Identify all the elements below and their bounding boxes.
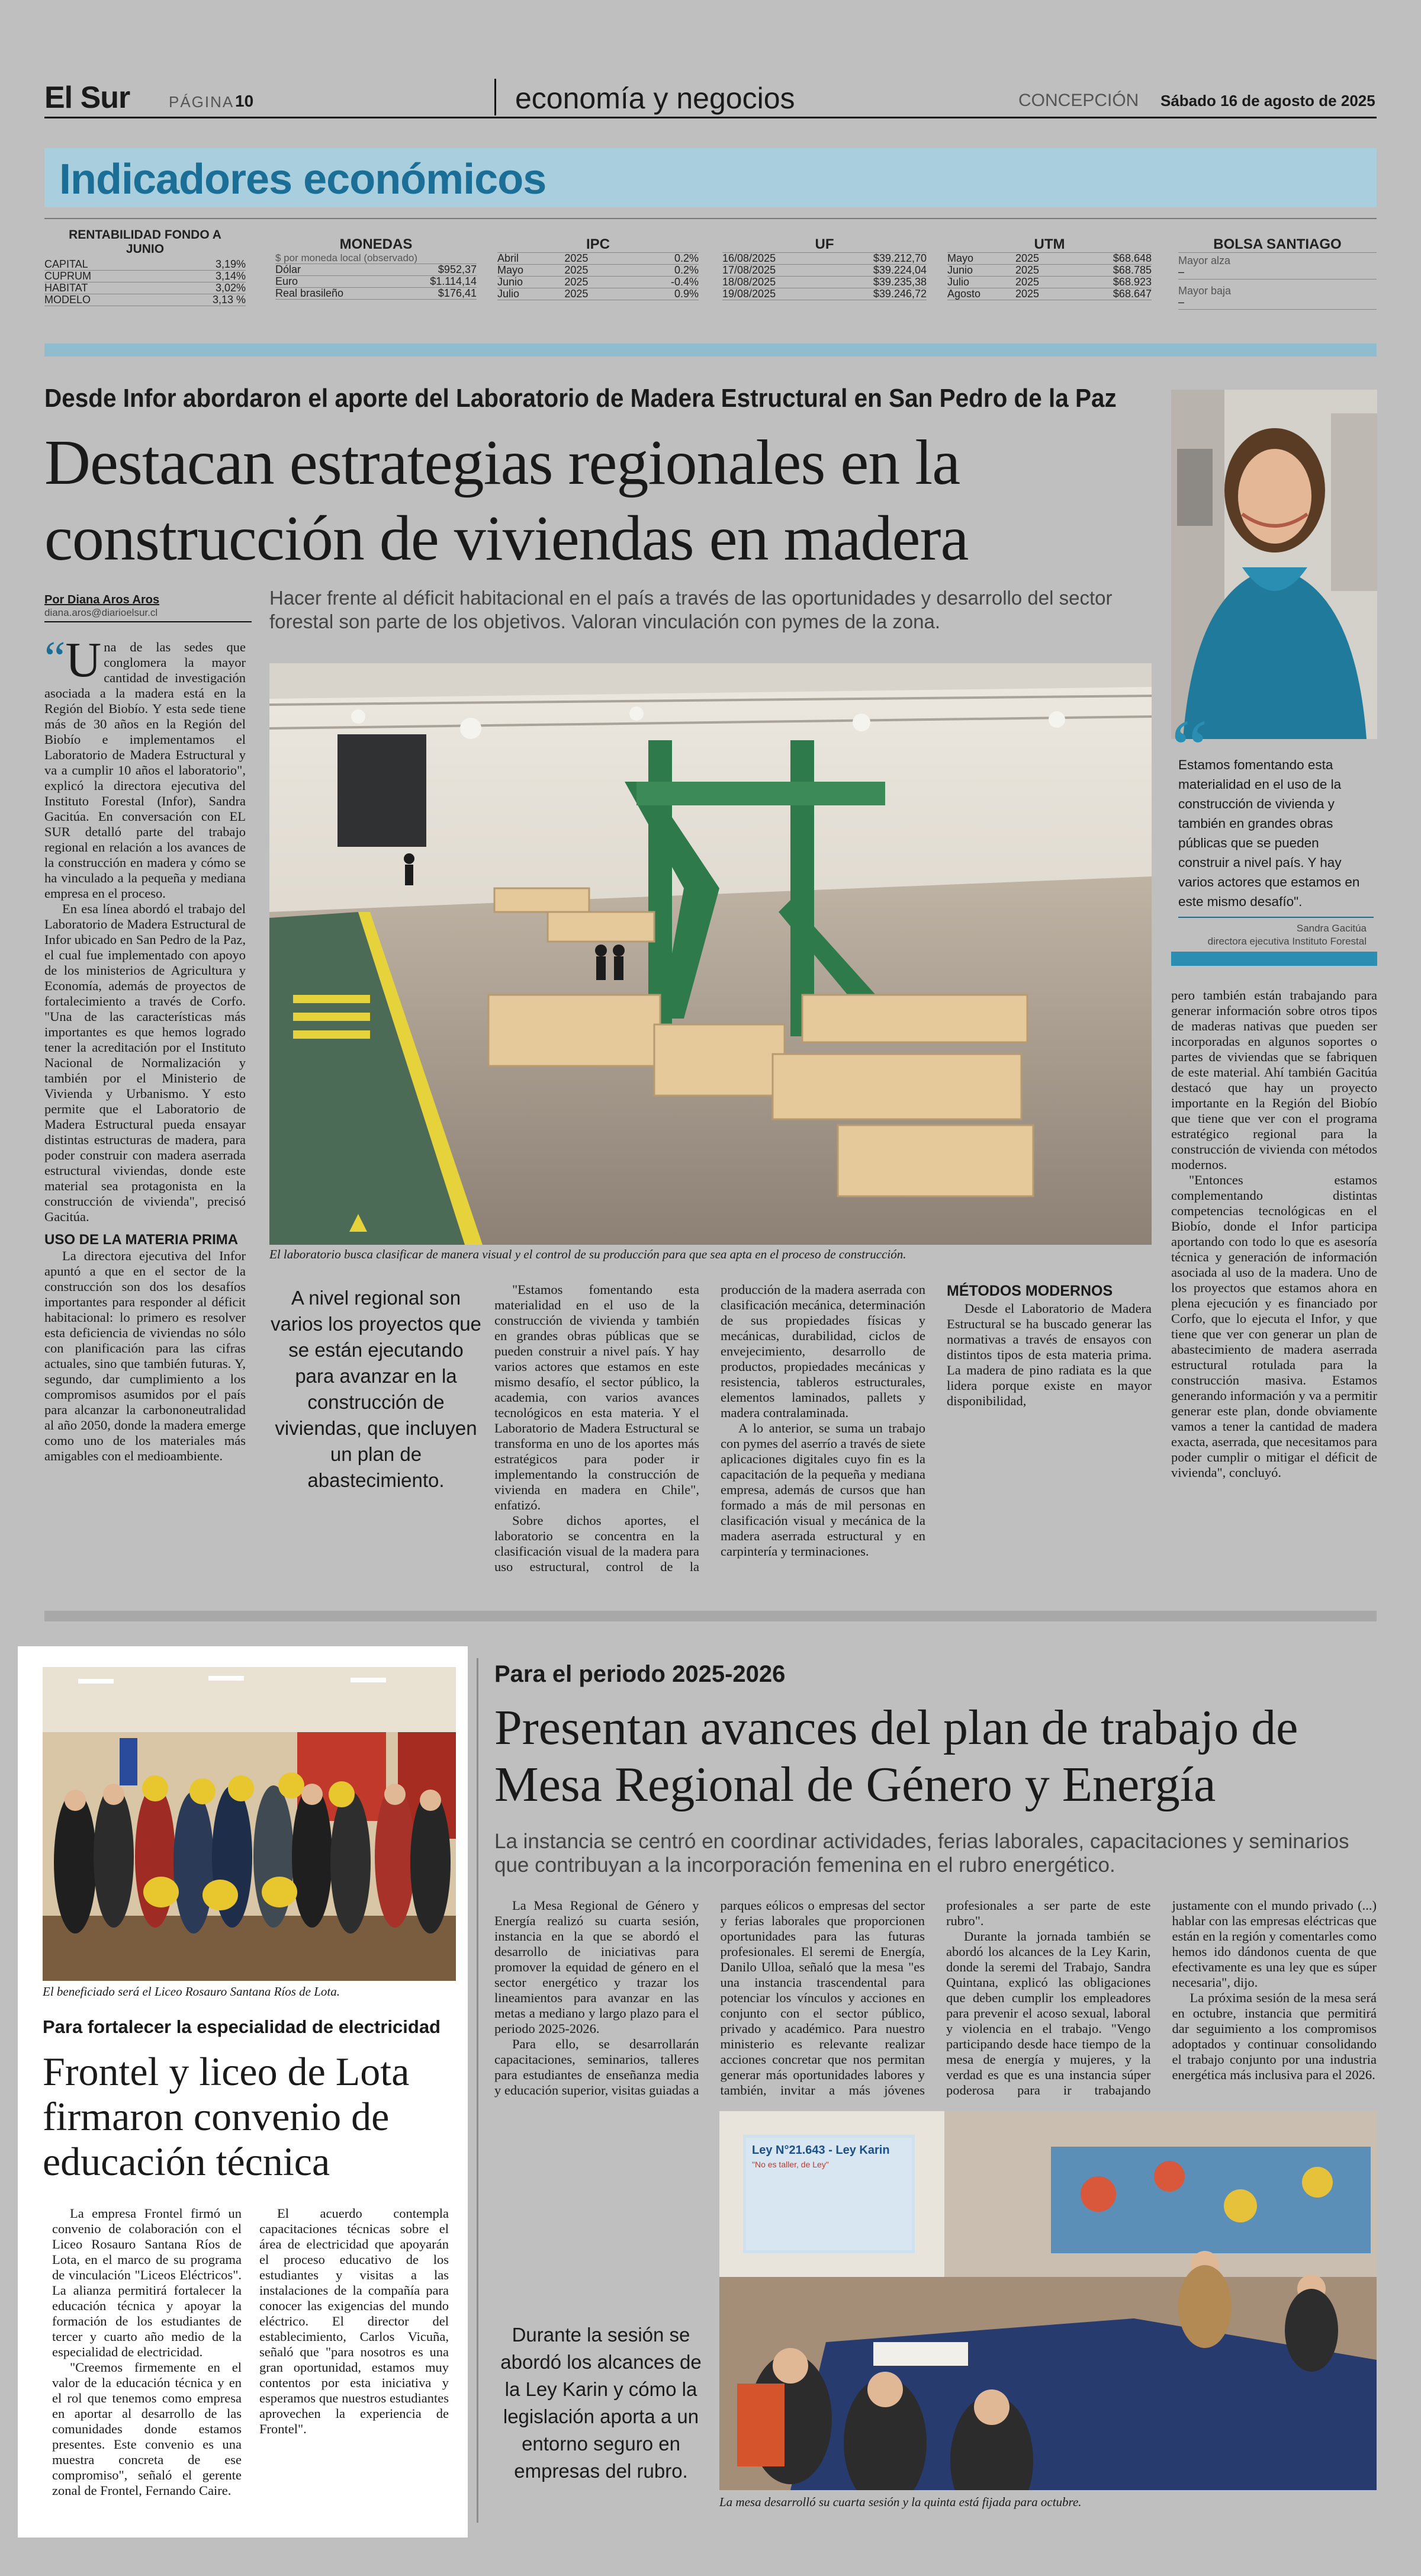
paragraph: "Creemos firmemente en el valor de la educación técnica y en el rol que tenemos como empresa en aportar al desarrollo de las comunidades donde estamos presentes. Este convenio es una muestra concreta de ese compromiso", señaló el gerente zonal de Frontel, Fernando Caire.: [52, 2360, 242, 2498]
article3-headline: Presentan avances del plan de trabajo de Mesa Regional de Género y Energía: [494, 1700, 1298, 1812]
table-row: [722, 265, 927, 277]
ipc-value: 0.2%: [674, 264, 699, 276]
uf-title: UF: [722, 237, 927, 253]
fund-value: 3,19%: [215, 258, 246, 270]
uf-value: $39.224,04: [873, 264, 927, 276]
utm-month: Agosto: [947, 288, 981, 300]
monedas-title: MONEDAS: [339, 236, 413, 252]
author-email: diana.aros@diarioelsur.cl: [44, 607, 158, 618]
fondo-table: [44, 228, 246, 306]
bolsa-baja-value: –: [1178, 297, 1377, 310]
fund-value: 3,13 %: [212, 294, 246, 306]
paragraph: A lo anterior, se suma un trabajo con pymes del aserrío a través de siete aplicaciones digitales cuyo fin es la capacitación de la pequeña y mediana empresa, además de cursos que han formado a más de mil personas en clasificación visual y mecánica de la madera aserrada estructural y en carpintería y terminaciones.: [721, 1421, 925, 1559]
ipc-table: [497, 237, 699, 300]
portrait-photo: [1171, 390, 1377, 739]
frontel-caption: El beneficiado será el Liceo Rosauro Santana Ríos de Lota.: [43, 1984, 340, 1999]
currency-name: Euro: [275, 275, 298, 287]
article3-dek: La instancia se centró en coordinar actividades, ferias laborales, capacitaciones y seminarios que contribuyan a la incorporación femenina en el rubro energético.: [494, 1830, 1349, 1877]
utm-year: 2025: [1015, 288, 1040, 300]
article1-col1: [44, 632, 246, 1464]
article1-headline: Destacan estrategias regionales en la construcción de viviendas en madera: [44, 428, 969, 574]
slide-subtitle: "No es taller, de Ley": [752, 2160, 829, 2169]
article1-col6: [1171, 988, 1377, 1480]
indicators-title: Indicadores económicos: [59, 156, 546, 203]
page-number: 10: [235, 92, 254, 110]
table-row: [275, 276, 477, 288]
ipc-year: 2025: [564, 276, 589, 288]
article1-lead: [44, 632, 246, 901]
ipc-month: Abril: [497, 252, 519, 264]
article1-dek: Hacer frente al déficit habitacional en el país a través de las oportunidades y desarrollo del sector forestal son parte de los objetivos. Valoran vinculación con pymes de la zona.: [269, 587, 1113, 632]
indicators-bottom-band: [44, 343, 1377, 356]
currency-value: $1.114,14: [430, 275, 477, 287]
paper-name: El Sur: [44, 81, 130, 115]
article1-pullquote: A nivel regional son varios los proyectos que se están ejecutando para avanzar en la construcción de viviendas, que incluyen un plan de abastecimiento.: [271, 1287, 481, 1491]
utm-value: $68.647: [1113, 288, 1152, 300]
table-row: [947, 288, 1152, 300]
ipc-month: Junio: [497, 276, 523, 288]
utm-month: Julio: [947, 276, 970, 288]
paragraph: "Estamos fomentando esta materialidad en el uso de la construcción de vivienda y también en grandes obras públicas que se pueden construir a nivel país. Y hay varios actores que estamos en este mismo desafío, el sector público, la academia, con varios avances tecnológicos en esta materia. Y el Laboratorio de Madera Estructural se transforma en uno de los aportes más estratégicos para poder ir implementando la construcción de vivienda en madera en Chile", enfatizó.: [494, 1282, 699, 1512]
utm-title: UTM: [947, 237, 1152, 253]
uf-value: $39.212,70: [873, 252, 927, 264]
bolsa-alza-value: –: [1178, 266, 1377, 280]
table-row: [722, 277, 927, 288]
utm-table: [947, 237, 1152, 300]
lab-photo: [269, 663, 1152, 1245]
table-row: [722, 288, 927, 300]
table-row: [497, 253, 699, 265]
paragraph: En esa línea abordó el trabajo del Laboratorio de Madera Estructural de Infor ubicado en San Pedro de la Paz, el cual fue implementado con apoyo de los ministerios de Agricultura y Economía, además de proyectos de fortalecimiento a través de Corfo. "Una de las características más importantes es que hemos logrado tener la acreditación por el Instituto Nacional de Normalización y también por el Ministerio de Vivienda y Urbanismo. Y esto permite que el Laboratorio de Madera Estructural pueda ensayar distintas estructuras de madera, para poder construir con madera aserrada estructural viviendas, donde este material sea protagonista en la construcción de vivienda", precisó Gacitúa.: [44, 901, 246, 1224]
fund-value: 3,02%: [215, 282, 246, 294]
article3-body: [494, 1898, 1377, 2111]
side-quote-box: [1171, 703, 1377, 974]
monedas-subtitle: $ por moneda local (observado): [275, 252, 477, 264]
fund-value: 3,14%: [215, 270, 246, 282]
article3-kicker: Para el periodo 2025-2026: [494, 1661, 786, 1687]
utm-year: 2025: [1015, 264, 1040, 276]
fondo-title: RENTABILIDAD FONDO A JUNIO: [69, 228, 221, 256]
header-divider: [494, 79, 496, 115]
uf-date: 17/08/2025: [722, 264, 776, 276]
side-quote-name: Sandra Gacitúa: [1296, 923, 1367, 934]
fund-name: HABITAT: [44, 282, 88, 294]
paragraph: La Mesa Regional de Género y Energía realizó su cuarta sesión, instancia en la que se abordó el desarrollo de iniciativas para promover la equidad de género en el sector energético y trazar los lineamientos para avanzar en las metas a mediano y largo plazo para el periodo 2025-2026.: [494, 1898, 699, 2036]
ipc-title: IPC: [497, 237, 699, 253]
table-row: [947, 265, 1152, 277]
monedas-table: [275, 237, 477, 300]
paragraph: La directora ejecutiva del Infor apuntó a que en el sector de la construcción son dos los desafíos importantes para responder al déficit habitacional: lo primero es resolver esta deficiencia de viviendas no sólo con planificación para las cifras actuales, sino que también futuras. Y, segundo, dar cumplimiento a los compromisos asumidos por el país para alcanzar la carbononeutralidad al año 2050, donde la madera emerge como uno de los materiales más amigables con el medioambiente.: [44, 1248, 246, 1463]
indicators-rule: [44, 218, 1377, 219]
masthead: [44, 74, 1377, 118]
ipc-month: Mayo: [497, 264, 524, 276]
slide-title: Ley N°21.643 - Ley Karin: [752, 2144, 890, 2157]
ipc-year: 2025: [564, 288, 589, 300]
utm-year: 2025: [1015, 252, 1040, 264]
ipc-year: 2025: [564, 252, 589, 264]
paragraph: Sobre dichos aportes, el laboratorio se concentra en la clasificación visual de la madera para uso estructural, control de la producción de la madera aserrada con clasificación mecánica, determinación de sus propiedades físicas y mecánicas, durabilidad, ciclos de envejecimiento, desarrollo de productos, propiedades mecánicas y resistencia, tableros estructurales, elementos laminados, pallets y madera contralaminada.: [494, 1282, 925, 1574]
table-row: [497, 288, 699, 300]
fund-name: CAPITAL: [44, 258, 88, 270]
paragraph: Desde el Laboratorio de Madera Estructural se ha buscado generar las normativas a través de ensayos con distintos tipos de esta materia prima. La madera de pino radiata es la que lidera porque existe en mayor disponibilidad,: [947, 1301, 1152, 1408]
article1-byline: [44, 593, 252, 622]
side-quote-bar: [1171, 952, 1377, 966]
frontel-photo: [43, 1667, 456, 1981]
bolsa-table: [1178, 237, 1377, 310]
side-quote-rule: [1178, 917, 1374, 918]
section-name: economía y negocios: [515, 82, 795, 115]
date: Sábado 16 de agosto de 2025: [1160, 92, 1375, 110]
bolsa-alza-label: Mayor alza: [1178, 255, 1231, 266]
article3-divider: [477, 1658, 478, 2523]
ipc-month: Julio: [497, 288, 520, 300]
article3-pullquote: Durante la sesión se abordó los alcances de la Ley Karin y cómo la legislación aporta a un entorno seguro en empresas del rubro.: [500, 2324, 702, 2482]
frontel-headline: Frontel y liceo de Lota firmaron convenio de educación técnica: [43, 2049, 410, 2184]
bolsa-title: BOLSA SANTIAGO: [1178, 237, 1377, 253]
table-row: [947, 253, 1152, 265]
table-row: [497, 277, 699, 288]
paragraph: na de las sedes que conglomera la mayor cantidad de investigación asociada a la madera está en la Región del Biobío. Y esta sede tiene más de 30 años en la Región del Biobío e implementamos el Laboratorio de Madera Estructural y va a cumplir 10 años el laboratorio", explicó la directora ejecutiva del Instituto Forestal (Infor), Sandra Gacitúa. En conversación con EL SUR detalló parte del trabajo regional en relación a los avances de la construcción en madera y cómo se ha vinculado a la pequeña y mediana empresa en el proceso.: [44, 640, 246, 901]
lab-photo-caption: El laboratorio busca clasificar de manera visual y el control de su producción para que sea apta en el proceso de construcción.: [269, 1247, 906, 1261]
table-row: [275, 288, 477, 300]
uf-value: $39.235,38: [873, 276, 927, 288]
paragraph: Para ello, se desarrollarán capacitaciones, seminarios, talleres para estudiantes de enseñanza media y educación superior, visitas guiadas a parques eólicos o empresas del sector y ferias laborales que proporcionen oportunidades para las futuras profesionales. El seremi de Energía, Danilo Ulloa, señaló que la mesa "es una instancia trascendental para potenciar los vínculos y acciones en conjunto con el sector público, privado y académico. Para nuestro ministerio es relevante realizar acciones concretar que nos permitan generar más oportunidades labores y también, invitar a más jóvenes profesionales a ser parte de este rubro".: [494, 1898, 1151, 2098]
utm-year: 2025: [1015, 276, 1040, 288]
uf-date: 18/08/2025: [722, 276, 776, 288]
table-row: [722, 253, 927, 265]
meeting-photo: [719, 2111, 1377, 2490]
utm-value: $68.785: [1113, 264, 1152, 276]
ipc-value: 0.2%: [674, 252, 699, 264]
currency-value: $952,37: [438, 264, 477, 275]
currency-value: $176,41: [438, 287, 477, 299]
meeting-photo-caption: La mesa desarrolló su cuarta sesión y la quinta está fijada para octubre.: [719, 2495, 1082, 2509]
frontel-body: [52, 2206, 449, 2520]
table-row: [44, 271, 246, 282]
author-name: Por Diana Aros Aros: [44, 593, 160, 606]
indicators-band: [44, 148, 1377, 207]
utm-month: Mayo: [947, 252, 974, 264]
table-row: [947, 277, 1152, 288]
projected-slide: [746, 2138, 912, 2250]
table-row: [44, 282, 246, 294]
utm-value: $68.648: [1113, 252, 1152, 264]
page-label: PÁGINA: [169, 93, 234, 111]
table-row: [44, 294, 246, 306]
ipc-value: -0.4%: [670, 276, 699, 288]
utm-month: Junio: [947, 264, 973, 276]
uf-table: [722, 237, 927, 300]
ipc-value: 0.9%: [674, 288, 699, 300]
uf-date: 19/08/2025: [722, 288, 776, 300]
currency-name: Real brasileño: [275, 287, 344, 299]
side-quote-text: Estamos fomentando esta materialidad en el uso de la construcción de vivienda y también en grandes obras públicas que se pueden construir a nivel país. Y hay varios actores que estamos en este mismo desafío".: [1178, 757, 1360, 909]
table-row: [44, 259, 246, 271]
paragraph: "Entonces estamos complementando distintas competencias tecnológicas en el Biobío, donde el Infor participa aportando con todo lo que es asesoría técnica y generación de información asociada al uso de la madera. Uno de los proyectos que estamos ahora en plena ejecución y es financiado por Corfo, que lo ejecuta el Infor, y que tiene que ver con generar un plan de abastecimiento de madera aserrada estructural rotulada para la construcción masiva. Estamos generando información y va a permitir generar este plan, donde obviamente vamos a tener la cantidad de madera exacta, aserrada, que necesitamos para poder cumplir o mitigar el déficit de vivienda", concluyó.: [1171, 1173, 1377, 1480]
fund-name: MODELO: [44, 294, 91, 306]
table-row: [275, 264, 477, 276]
city: CONCEPCIÓN: [1018, 91, 1139, 110]
paragraph: La próxima sesión de la mesa será en octubre, instancia que permitirá dar seguimiento a los compromisos adoptados y continuar consolidando el trabajo conjunto por una industria energética más inclusiva para el 2026.: [1172, 1990, 1377, 2082]
paragraph: El acuerdo contempla capacitaciones técnicas sobre el área de electricidad que apoyarán el proceso educativo de los estudiantes y visitas a las instalaciones de la compañía para conocer las exigencias del mundo eléctrico. El director del establecimiento, Carlos Vicuña, señaló que "para nosotros es una gran oportunidad, estamos muy contentos por esta iniciativa y esperamos que nuestros estudiantes aprovechen la experiencia de Frontel".: [259, 2206, 449, 2436]
utm-value: $68.923: [1113, 276, 1152, 288]
bolsa-baja-label: Mayor baja: [1178, 285, 1232, 297]
quote-mark-icon: “: [1171, 703, 1208, 795]
side-quote-role: directora ejecutiva Instituto Forestal: [1207, 936, 1367, 947]
subheading: MÉTODOS MODERNOS: [947, 1283, 1113, 1299]
currency-name: Dólar: [275, 264, 301, 275]
paragraph: Durante la jornada también se abordó los alcances de la Ley Karin, donde la seremi del Trabajo, Sandra Quintana, explicó las obligaciones que deben cumplir los empleadores para prevenir el acoso sexual, laboral y violencia en el trabajo. "Vengo participando desde hace tiempo de la mesa de energía y mujeres, y la verdad es que es una instancia súper poderosa para ir trabajando justamente con el mundo privado (...) hablar con las empresas eléctricas que están en la región y comentarles como hemos ido dándonos cuenta de que efectivamente es una ley que es súper necesaria", dijo.: [946, 1898, 1377, 2098]
uf-date: 16/08/2025: [722, 252, 776, 264]
fund-name: CUPRUM: [44, 270, 91, 282]
drop-quote-icon: “: [44, 632, 66, 685]
paragraph: pero también están trabajando para generar información sobre otros tipos de maderas nativas que pueden ser incorporadas en algunos soportes o partes de viviendas que se fabriquen de este material. Ahí también Gacitúa destacó que hay un proyecto importante en la Región del Biobío que tiene que ver con el programa estratégico regional para la construcción de vivienda con métodos modernos.: [1171, 988, 1377, 1172]
frontel-kicker: Para fortalecer la especialidad de electricidad: [43, 2016, 441, 2037]
uf-value: $39.246,72: [873, 288, 927, 300]
subheading: USO DE LA MATERIA PRIMA: [44, 1232, 239, 1248]
paragraph: La empresa Frontel firmó un convenio de colaboración con el Liceo Rosauro Santana Ríos de Lota, en el marco de su programa de vinculación "Liceos Eléctricos". La alianza permitirá fortalecer la educación técnica y apoyar la formación de los estudiantes de tercer y cuarto año medio de la especialidad de electricidad.: [52, 2206, 242, 2359]
article1-body: [494, 1282, 1152, 1578]
table-row: [497, 265, 699, 277]
ipc-year: 2025: [564, 264, 589, 276]
section-divider: [44, 1611, 1377, 1621]
article1-kicker: Desde Infor abordaron el aporte del Laboratorio de Madera Estructural en San Pedro de la Paz: [44, 384, 1117, 413]
drop-cap: U: [65, 632, 102, 688]
